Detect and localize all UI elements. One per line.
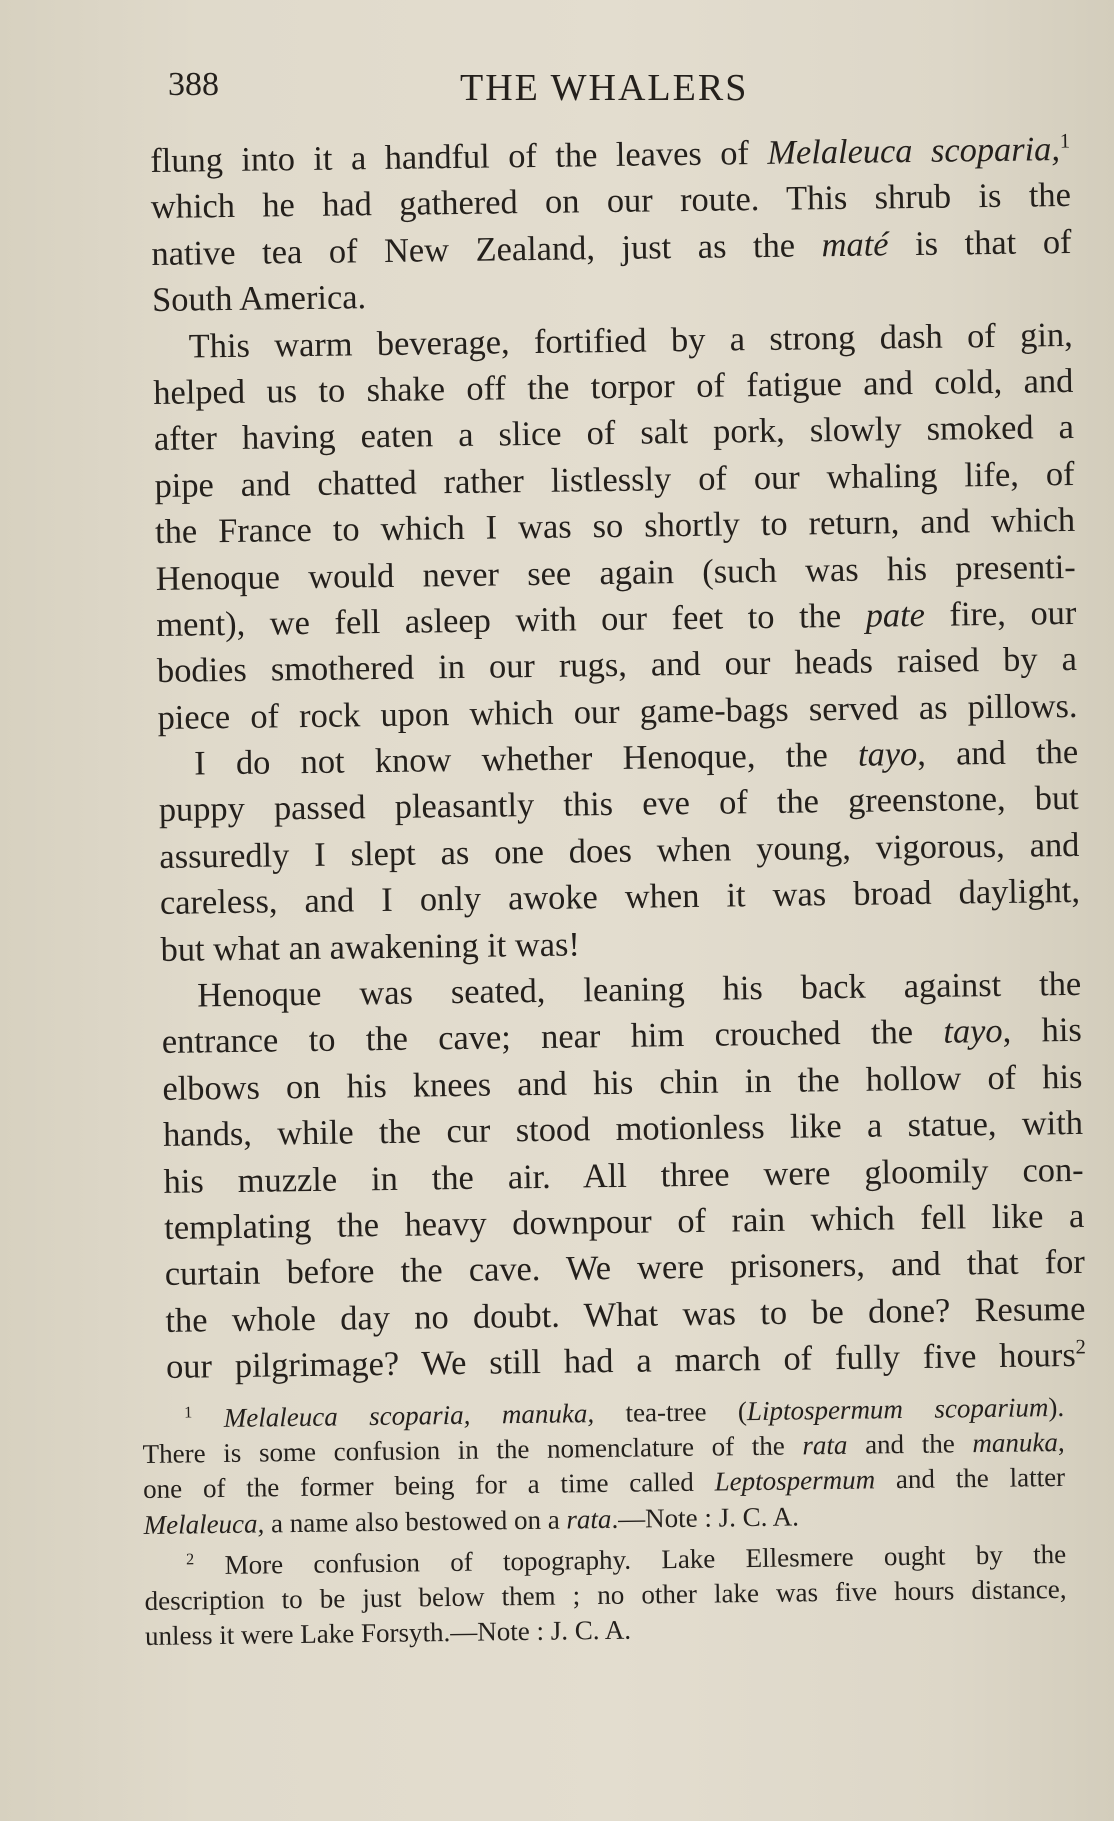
text-run: description to be just below them ; no other lake was five hours distance, <box>144 1573 1067 1616</box>
text-run: which he had gathered on our route. This shrub is the <box>150 176 1072 227</box>
text-run: templating the heavy downpour of rain which fell like a <box>164 1196 1085 1247</box>
italic-text: Leptospermum <box>714 1464 876 1497</box>
text-run: is that of <box>888 222 1072 264</box>
text-run: one of the former being for a time called <box>142 1466 715 1505</box>
text-run: the whole day no doubt. What was to be done? Resume <box>165 1289 1086 1340</box>
text-run: Henoque was seated, leaning his back against the <box>196 964 1082 1015</box>
text-run: There is some confusion in the nomenclature of the <box>142 1430 803 1470</box>
italic-text: Melaleuca, <box>143 1507 265 1540</box>
italic-text: manuka <box>972 1427 1059 1459</box>
page-number: 388 <box>168 66 219 103</box>
text-run: hands, while the cur stood motionless like a statue, with <box>162 1104 1084 1155</box>
running-title: THE WHALERS <box>460 67 749 109</box>
footnote-marker: 1 <box>184 1403 193 1422</box>
italic-text: Melaleuca scoparia, <box>767 130 1061 172</box>
italic-text: rata <box>566 1503 612 1535</box>
text-run: elbows on his knees and his chin in the hollow of his <box>162 1057 1083 1108</box>
text-run: , and the <box>916 732 1079 774</box>
text-run: fire, our <box>924 593 1077 634</box>
text-run: I do not know whether Henoque, the <box>193 735 859 783</box>
text-run: native tea of New Zealand, just as the <box>151 226 822 273</box>
italic-text: Liptospermum scoparium <box>746 1392 1049 1427</box>
text-run: This warm beverage, fortified by a strong dash of gin, <box>188 315 1073 366</box>
text-run: , <box>1057 1427 1065 1458</box>
italic-text: tayo <box>857 735 918 774</box>
text-run: our pilgrimage? We still had a march of fully five hours <box>165 1336 1076 1387</box>
italic-text: Melaleuca scoparia, manuka, <box>223 1398 595 1433</box>
running-head <box>168 62 1068 112</box>
text-run: after having eaten a slice of salt pork, slowly smoked a <box>153 408 1075 459</box>
text-run: careless, and I only awoke when it was broad daylight, <box>159 872 1081 923</box>
text-run: unless it were Lake Forsyth.—Note : J. C. A. <box>144 1614 632 1652</box>
text-run: a name also bestowed on a <box>264 1504 567 1538</box>
text-run: helped us to shake off the torpor of fatigue and cold, and <box>153 361 1074 412</box>
italic-text: maté <box>821 225 889 264</box>
italic-text: tayo <box>943 1012 1003 1052</box>
text-run: pipe and chatted rather listlessly of our whaling life, of <box>154 454 1075 505</box>
text-run: assuredly I slept as one does when young, vigorous, and <box>159 825 1080 876</box>
text-run: More confusion of topography. Lake Ellesmere ought by the <box>194 1538 1067 1581</box>
body-text <box>150 126 1086 1390</box>
text-run: but what an awakening it was! <box>160 925 581 969</box>
footnote-marker: 2 <box>185 1550 195 1569</box>
footnote-marker: 2 <box>1075 1336 1087 1359</box>
text-run <box>192 1403 224 1433</box>
text-run: tea-tree ( <box>593 1396 748 1429</box>
text-run: ). <box>1048 1391 1065 1423</box>
text-run: , his <box>1002 1011 1083 1051</box>
italic-text: rata <box>802 1429 848 1461</box>
footnote-marker: 1 <box>1059 130 1071 153</box>
text-run: piece of rock upon which our game-bags served as pillows. <box>157 686 1078 737</box>
text-run: flung into it a handful of the leaves of <box>150 133 768 180</box>
text-run: South America. <box>151 278 367 320</box>
text-run: curtain before the cave. We were prisoners, and that for <box>164 1243 1086 1294</box>
italic-text: pate <box>865 595 926 635</box>
text-run: bodies smothered in our rugs, and our heads raised by a <box>156 640 1078 691</box>
text-run: Henoque would never see again (such was his presenti- <box>155 547 1076 598</box>
text-run: and the <box>847 1428 973 1460</box>
text-run: puppy passed pleasantly this eve of the greenstone, but <box>158 779 1079 830</box>
text-run: the France to which I was so shortly to return, and which <box>154 501 1076 552</box>
text-run: ment), we fell asleep with our feet to the <box>156 596 866 644</box>
text-run: and the latter <box>874 1462 1066 1495</box>
footnotes <box>142 1390 1067 1654</box>
text-run: his muzzle in the air. All three were gloomily con- <box>163 1150 1084 1201</box>
text-run: .—Note : J. C. A. <box>611 1500 800 1534</box>
text-run: entrance to the cave; near him crouched the <box>161 1013 944 1062</box>
